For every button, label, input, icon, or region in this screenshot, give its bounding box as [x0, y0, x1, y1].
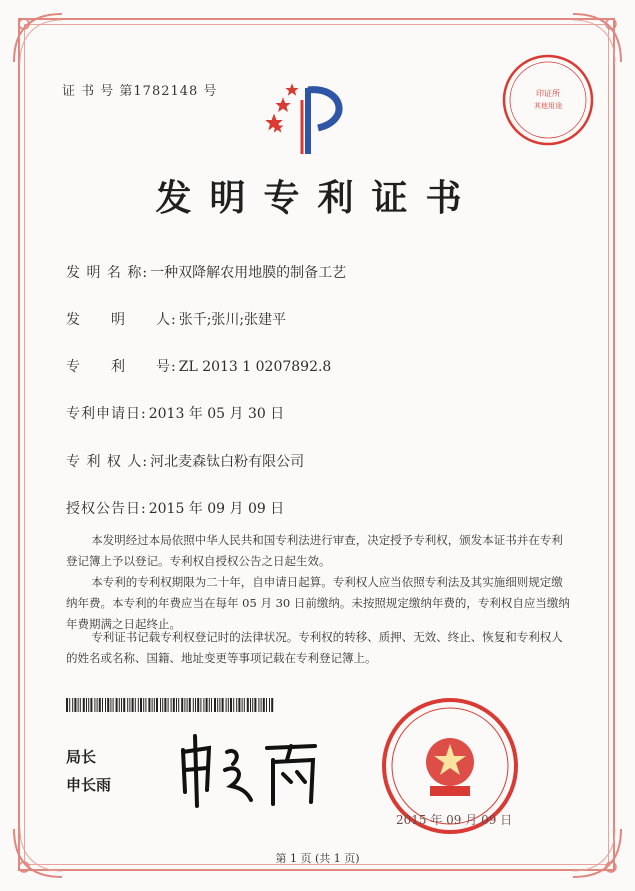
- barcode-bar: [217, 698, 218, 712]
- field-label: 授权公告日:: [66, 501, 147, 517]
- barcode-bar: [250, 698, 251, 712]
- barcode-bar: [228, 698, 229, 712]
- barcode-bar: [203, 698, 204, 712]
- barcode-bar: [219, 698, 220, 712]
- barcode-bar: [242, 698, 243, 712]
- paragraph-text: 本专利的专利权期限为二十年，自申请日起算。专利权人应当依照专利法及其实施细则规定缴纳年费。本专利的年费应当在每年 05 月 30 日前缴纳。未按照规定缴纳年费的，专利权自应当缴纳年费期满之日起终止。: [66, 575, 570, 631]
- barcode-bar: [176, 698, 177, 712]
- announce-date-value: 2015 年 09 月 09 日: [148, 501, 285, 517]
- patent-number-row: [66, 356, 331, 376]
- barcode-bar: [102, 698, 103, 712]
- barcode-bar: [148, 698, 150, 712]
- inventor-row: [66, 309, 286, 329]
- barcode-bar: [156, 698, 158, 712]
- barcode-bar: [121, 698, 122, 712]
- barcode-bar: [66, 698, 68, 712]
- barcode-bar: [78, 698, 79, 712]
- announce-date-row: [66, 498, 284, 518]
- barcode-bar: [266, 698, 267, 712]
- sipo-logo-icon: [262, 80, 358, 160]
- barcode-bar: [116, 698, 118, 712]
- barcode-icon: [66, 698, 276, 712]
- barcode-bar: [168, 698, 169, 712]
- barcode-bar: [236, 698, 237, 712]
- director-title: 局长: [66, 748, 97, 766]
- field-label: 专 利 号:: [66, 359, 177, 375]
- barcode-bar: [145, 698, 146, 712]
- barcode-bar: [247, 698, 249, 712]
- svg-text:其他用途: 其他用途: [534, 102, 562, 110]
- barcode-bar: [171, 698, 172, 712]
- barcode-bar: [263, 698, 265, 712]
- filing-date-row: [66, 403, 284, 423]
- barcode-bar: [187, 698, 188, 712]
- field-label: 发 明 名 称:: [66, 265, 149, 281]
- barcode-bar: [119, 698, 120, 712]
- field-label: 专利申请日:: [66, 406, 147, 422]
- barcode-bar: [193, 698, 194, 712]
- inventor-value: 张千;张川;张建平: [178, 312, 287, 328]
- director-name: 申长雨: [66, 776, 112, 794]
- term-paragraph: [66, 572, 570, 635]
- barcode-bar: [181, 698, 183, 712]
- barcode-bar: [261, 698, 262, 712]
- certificate-number: 证 书 号 第1782148 号: [62, 84, 218, 99]
- document-title: 发明专利证书: [155, 177, 480, 219]
- verification-seal-icon: [500, 52, 596, 148]
- barcode-bar: [244, 698, 245, 712]
- page-number: 第 1 页 (共 1 页): [275, 852, 360, 865]
- barcode-bar: [132, 698, 134, 712]
- barcode-bar: [178, 698, 179, 712]
- patentee-value: 河北麦森钛白粉有限公司: [150, 454, 305, 470]
- barcode-bar: [184, 698, 185, 712]
- barcode-bar: [206, 698, 208, 712]
- barcode-bar: [152, 698, 153, 712]
- barcode-bar: [269, 698, 270, 712]
- barcode-bar: [271, 698, 273, 712]
- patentee-row: [66, 451, 304, 471]
- barcode-bar: [135, 698, 136, 712]
- barcode-bar: [195, 698, 196, 712]
- barcode-bar: [258, 698, 259, 712]
- barcode-bar: [123, 698, 125, 712]
- barcode-bar: [211, 698, 212, 712]
- barcode-bar: [162, 698, 163, 712]
- patent-number-value: ZL 2013 1 0207892.8: [178, 359, 332, 375]
- barcode-bar: [113, 698, 114, 712]
- seal-date: 2015 年 09 月 09 日: [396, 813, 513, 827]
- barcode-bar: [138, 698, 139, 712]
- barcode-bar: [80, 698, 81, 712]
- barcode-bar: [72, 698, 73, 712]
- barcode-bar: [69, 698, 70, 712]
- barcode-bar: [110, 698, 111, 712]
- barcode-bar: [99, 698, 101, 712]
- barcode-bar: [154, 698, 155, 712]
- grant-paragraph: [66, 530, 570, 572]
- barcode-bar: [222, 698, 224, 712]
- barcode-bar: [252, 698, 253, 712]
- barcode-bar: [209, 698, 210, 712]
- barcode-bar: [74, 698, 76, 712]
- barcode-bar: [143, 698, 144, 712]
- invention-name-value: 一种双降解农用地膜的制备工艺: [150, 265, 347, 281]
- barcode-bar: [127, 698, 128, 712]
- barcode-bar: [173, 698, 175, 712]
- barcode-bar: [160, 698, 161, 712]
- barcode-bar: [105, 698, 106, 712]
- barcode-bar: [230, 698, 232, 712]
- barcode-bar: [254, 698, 256, 712]
- barcode-bar: [90, 698, 92, 712]
- barcode-bar: [140, 698, 142, 712]
- invention-name-row: [66, 262, 346, 282]
- barcode-bar: [94, 698, 95, 712]
- svg-text:印证所: 印证所: [536, 89, 560, 98]
- barcode-bar: [129, 698, 130, 712]
- barcode-bar: [83, 698, 85, 712]
- field-label: 专 利 权 人:: [66, 454, 149, 470]
- barcode-bar: [189, 698, 191, 712]
- barcode-bar: [97, 698, 98, 712]
- filing-date-value: 2013 年 05 月 30 日: [148, 406, 285, 422]
- barcode-bar: [200, 698, 201, 712]
- barcode-bar: [233, 698, 234, 712]
- corner-ornament-icon: [10, 10, 66, 66]
- barcode-bar: [86, 698, 87, 712]
- field-label: 发 明 人:: [66, 312, 177, 328]
- barcode-bar: [88, 698, 89, 712]
- legal-status-paragraph: [66, 627, 570, 669]
- barcode-bar: [197, 698, 199, 712]
- paragraph-text: 本发明经过本局依照中华人民共和国专利法进行审查，决定授予专利权，颁发本证书并在专利登记簿上予以登记。专利权自授权公告之日起生效。: [66, 533, 563, 568]
- barcode-bar: [214, 698, 216, 712]
- barcode-bar: [164, 698, 166, 712]
- paragraph-text: 专利证书记载专利权登记时的法律状况。专利权的转移、质押、无效、终止、恢复和专利权人的姓名或名称、国籍、地址变更等事项记载在专利登记簿上。: [66, 630, 563, 665]
- handwritten-signature-icon: [175, 730, 325, 810]
- barcode-bar: [226, 698, 227, 712]
- barcode-bar: [238, 698, 240, 712]
- barcode-bar: [107, 698, 109, 712]
